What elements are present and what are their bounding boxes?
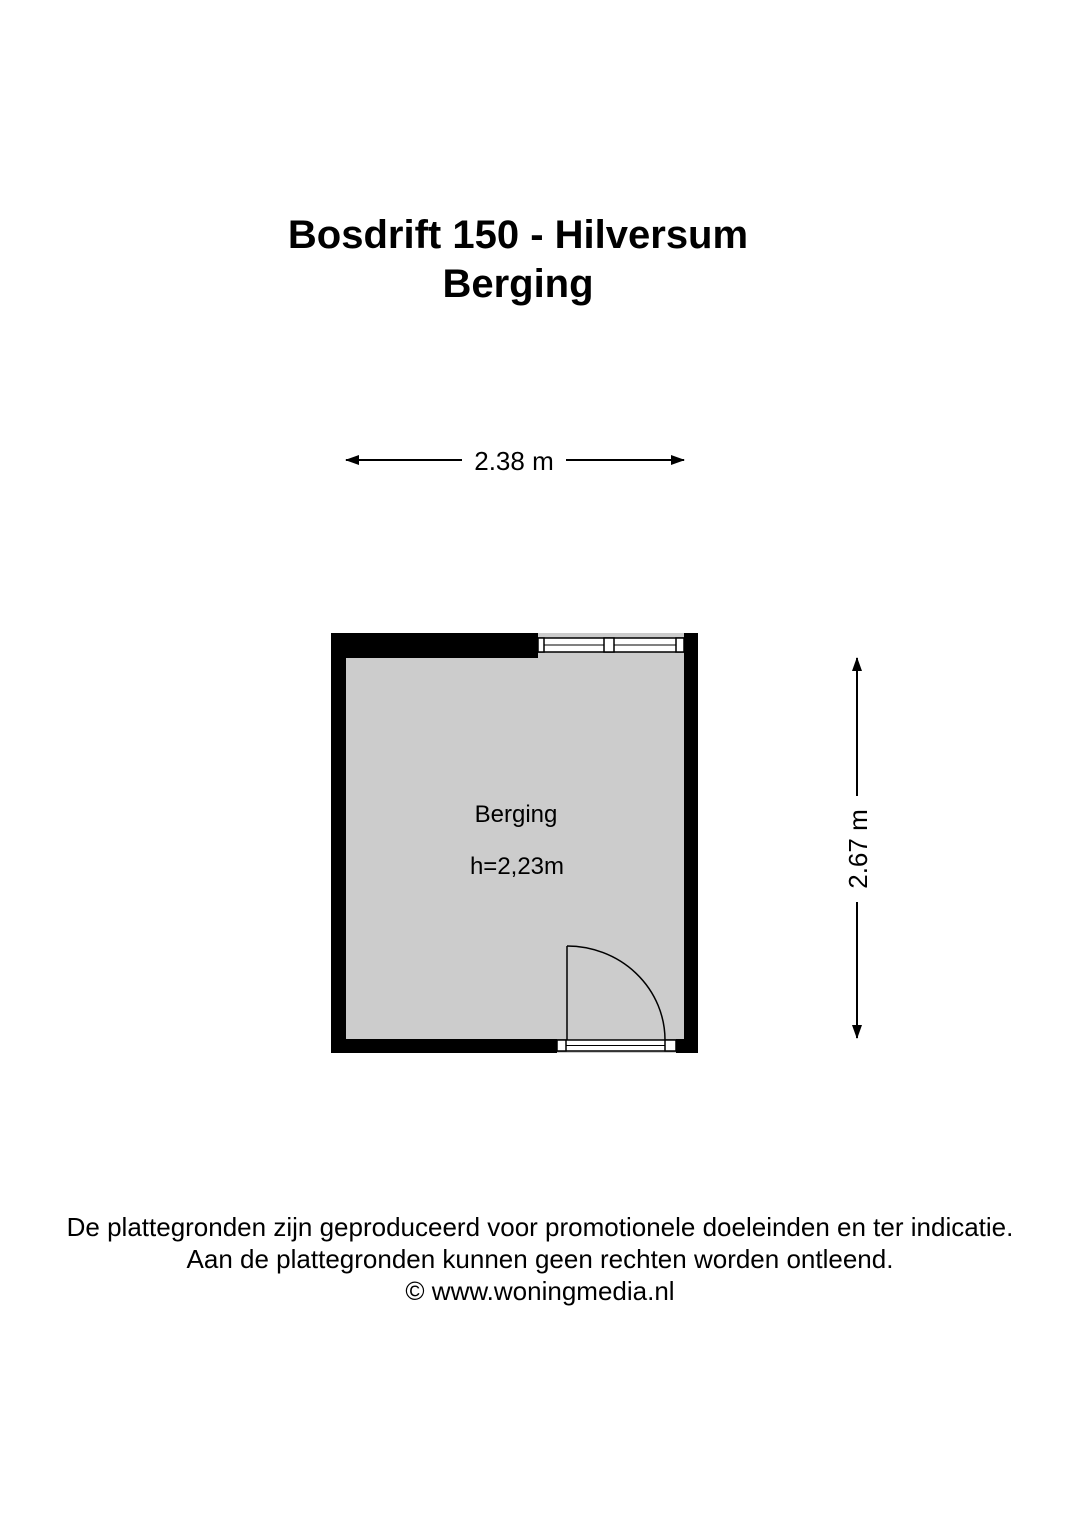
width-dimension [346,446,684,476]
disclaimer-line-1: De plattegronden zijn geproduceerd voor promotionele doeleinden en ter indicatie. [66,1212,1014,1242]
depth-dimension-label: 2.67 m [843,809,873,889]
room-floor [346,658,684,1039]
room-height-label: h=2,23m [469,853,565,880]
width-dimension-label: 2.38 m [474,446,554,476]
room-berging [331,633,698,1053]
copyright-line: © www.woningmedia.nl [405,1276,675,1306]
window-top [538,633,684,658]
depth-dimension [843,658,873,1038]
page-title: Bosdrift 150 - Hilversum [287,213,749,257]
floor-title: Berging [442,262,594,306]
disclaimer-line-2: Aan de plattegronden kunnen geen rechten worden ontleend. [186,1244,894,1274]
room-name-label: Berging [474,801,558,828]
